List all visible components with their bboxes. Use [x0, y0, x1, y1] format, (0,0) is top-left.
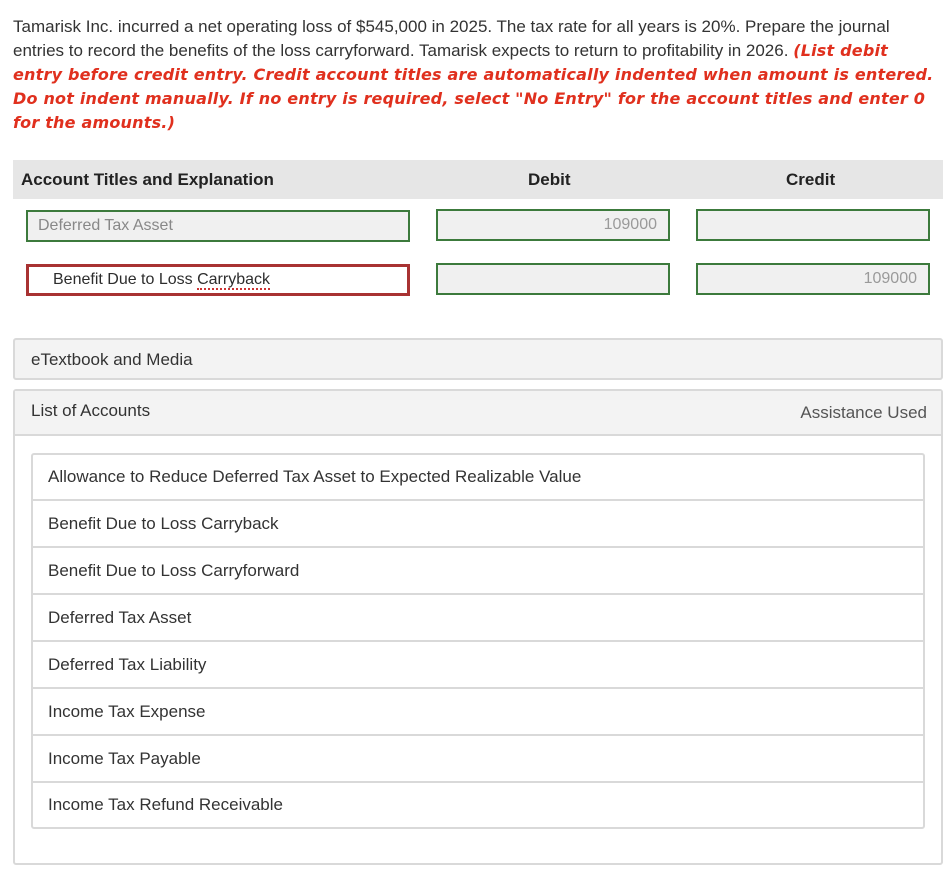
account-list-item[interactable]: Income Tax Expense — [31, 688, 925, 735]
account-list-item[interactable]: Allowance to Reduce Deferred Tax Asset to Expected Realizable Value — [31, 453, 925, 500]
account-list-item[interactable]: Deferred Tax Liability — [31, 641, 925, 688]
row2-debit-field[interactable] — [436, 263, 670, 295]
row2-account-value — [53, 271, 270, 289]
accounts-list — [31, 453, 925, 829]
question-body: Tamarisk Inc. incurred a net operating loss of $545,000 in 2025. The tax rate for all years is 20%. Prepare the journal entries to record the benefits of the loss carryforward. Tamarisk expects to return to profitability in 2026. — [13, 17, 890, 60]
journal-header — [13, 160, 943, 199]
account-list-item[interactable]: Benefit Due to Loss Carryback — [31, 500, 925, 547]
assistance-used-label: Assistance Used — [800, 403, 927, 422]
etextbook-media-label: eTextbook and Media — [31, 350, 193, 369]
account-list-item[interactable]: Income Tax Payable — [31, 735, 925, 782]
list-of-accounts-header[interactable] — [15, 391, 941, 436]
question-instructions: (List debit entry before credit entry. Credit account titles are automatically indented when amount is entered. Do not indent manually. If no entry is required, select "No Entry" for the account titles and enter 0 for the amounts.) — [13, 41, 934, 132]
row1-account-field[interactable] — [26, 210, 410, 242]
account-column-header: Account Titles and Explanation — [21, 170, 274, 189]
question-text — [13, 15, 935, 135]
row1-account-value: Deferred Tax Asset — [38, 217, 173, 234]
row1-credit-field[interactable] — [696, 209, 930, 241]
list-of-accounts-panel — [13, 389, 943, 865]
row1-debit-value: 109000 — [603, 216, 657, 233]
debit-column-header: Debit — [528, 170, 571, 189]
account-list-item[interactable]: Benefit Due to Loss Carryforward — [31, 547, 925, 594]
list-of-accounts-title: List of Accounts — [31, 401, 151, 420]
row2-account-prefix: Benefit Due to Loss — [53, 271, 198, 288]
credit-column-header: Credit — [786, 170, 836, 189]
row2-credit-value: 109000 — [863, 270, 917, 287]
row2-account-field[interactable] — [26, 264, 410, 296]
account-list-item[interactable]: Deferred Tax Asset — [31, 594, 925, 641]
row2-account-flagged-word: Carryback — [197, 271, 270, 288]
etextbook-media-panel[interactable] — [13, 338, 943, 380]
row2-credit-field[interactable] — [696, 263, 930, 295]
row1-debit-field[interactable] — [436, 209, 670, 241]
account-list-item[interactable]: Income Tax Refund Receivable — [31, 782, 925, 829]
